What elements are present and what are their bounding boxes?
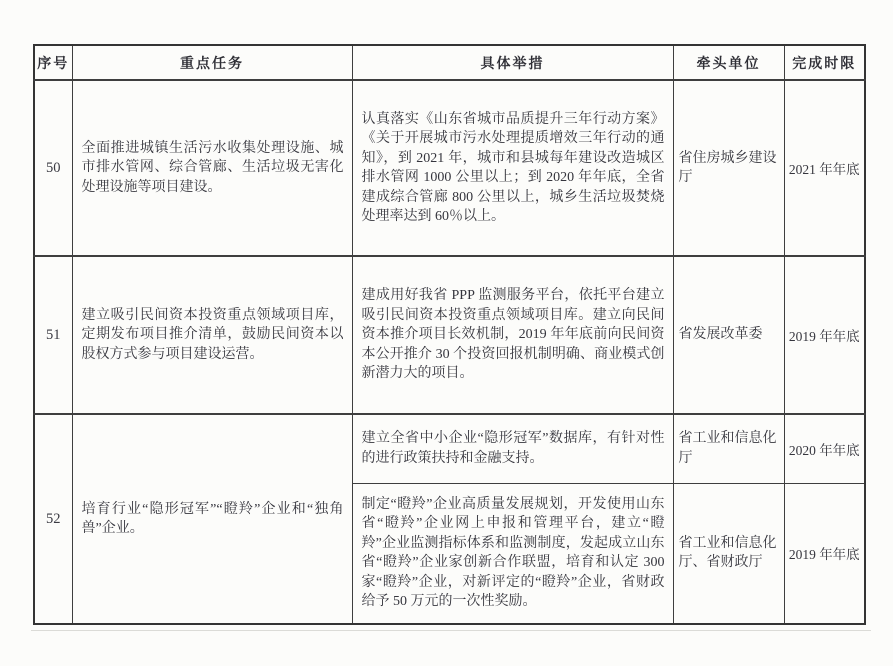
deadline-cell: 2019 年年底 [784,483,865,624]
lead-unit-cell [673,256,784,414]
lead-unit-cell [673,483,784,624]
header-col-task: 重点任务 [72,45,352,80]
deadline-cell: 2020 年年底 [784,414,865,483]
measures-text: 认真落实《山东省城市品质提升三年行动方案》《关于开展城市污水处理提质增效三年行动的通知》，到 2021 年，城市和县城每年建设改造城区排水管网 1000 公里以上；到 2020 年年底，全省建成综合管廊 800 公里以上，城乡生活垃圾焚烧处理率达到 60％以上。 [361,111,665,224]
header-col-measures: 具体举措 [352,45,673,80]
task-text: 培育行业“隐形冠军”“瞪羚”企业和“独角兽”企业。 [81,501,344,536]
task-cell [72,414,352,624]
scan-artifact-line [31,630,871,631]
lead-unit-cell [673,80,784,256]
measures-text: 制定“瞪羚”企业高质量发展规划，开发使用山东省“瞪羚”企业网上申报和管理平台，建立“瞪羚”企业监测指标体系和监测制度，发起成立山东省“瞪羚”企业家创新合作联盟，培育和认定 300 家“瞪羚”企业，对新评定的“瞪羚”企业，省财政给予 50 万元的一次性奖励。 [361,496,665,610]
row-number: 52 [34,414,72,624]
lead-unit-text: 省发展改革委 [678,327,763,343]
header-col-deadline: 完成时限 [784,45,865,80]
measures-text: 建立全省中小企业“隐形冠军”数据库，有针对性的进行政策扶持和金融支持。 [361,431,665,466]
measures-cell [352,414,673,483]
key-tasks-table [33,44,866,625]
row-number: 51 [34,256,72,414]
table-row-51 [34,256,865,414]
measures-cell [352,483,673,624]
deadline-cell: 2019 年年底 [784,256,865,414]
header-col-unit: 牵头单位 [673,45,784,80]
lead-unit-text: 省住房城乡建设厅 [678,150,777,185]
deadline-cell: 2021 年年底 [784,80,865,256]
measures-cell [352,256,673,414]
measures-cell [352,80,673,256]
table-header-row [34,45,865,80]
table-row-52-part1 [34,414,865,483]
task-text: 全面推进城镇生活污水收集处理设施、城市排水管网、综合管廊、生活垃圾无害化处理设施等项目建设。 [81,140,344,195]
lead-unit-text: 省工业和信息化厅 [678,431,777,466]
task-text: 建立吸引民间资本投资重点领域项目库，定期发布项目推介清单，鼓励民间资本以股权方式参与项目建设运营。 [81,307,344,362]
lead-unit-text: 省工业和信息化厅、省财政厅 [678,535,777,571]
measures-text: 建成用好我省 PPP 监测服务平台，依托平台建立吸引民间资本投资重点领域项目库。建立向民间资本推介项目长效机制，2019 年年底前向民间资本公开推介 30 个投资回报机制明确、商业模式创新潜力大的项目。 [361,288,665,382]
row-number: 50 [34,80,72,256]
task-cell [72,80,352,256]
header-col-no: 序号 [34,45,72,80]
lead-unit-cell [673,414,784,483]
table-row-50 [34,80,865,256]
task-cell [72,256,352,414]
